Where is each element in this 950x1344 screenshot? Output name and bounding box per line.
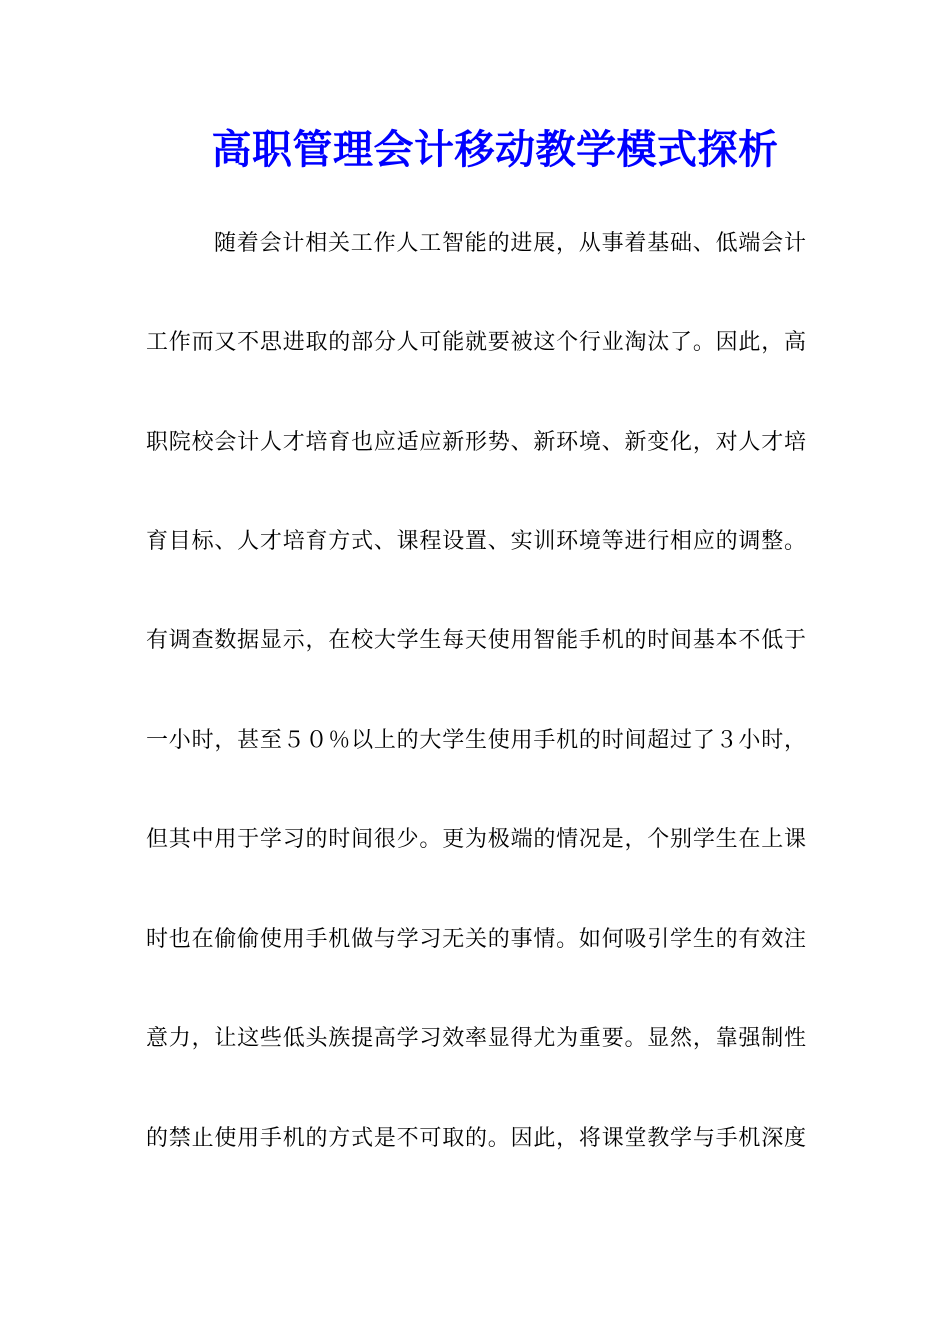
paragraph-line: 一小时，甚至５０％以上的大学生使用手机的时间超过了３小时， [146,728,806,753]
paragraph-line: 时也在偷偷使用手机做与学习无关的事情。如何吸引学生的有效注 [146,927,806,952]
paragraph-line: 随着会计相关工作人工智能的进展，从事着基础、低端会计 [214,231,806,256]
paragraph-line: 但其中用于学习的时间很少。更为极端的情况是，个别学生在上课 [146,827,806,852]
paragraph-line: 意力，让这些低头族提高学习效率显得尤为重要。显然，靠强制性 [146,1026,806,1051]
paragraph-line: 工作而又不思进取的部分人可能就要被这个行业淘汰了。因此，高 [146,330,806,355]
paragraph-line: 职院校会计人才培育也应适应新形势、新环境、新变化，对人才培 [146,430,806,455]
paragraph-line: 的禁止使用手机的方式是不可取的。因此，将课堂教学与手机深度 [146,1126,806,1151]
paragraph-line: 育目标、人才培育方式、课程设置、实训环境等进行相应的调整。 [146,529,806,554]
paragraph-line: 有调查数据显示，在校大学生每天使用智能手机的时间基本不低于 [146,628,806,653]
document-title: 高职管理会计移动教学模式探析 [211,126,779,173]
